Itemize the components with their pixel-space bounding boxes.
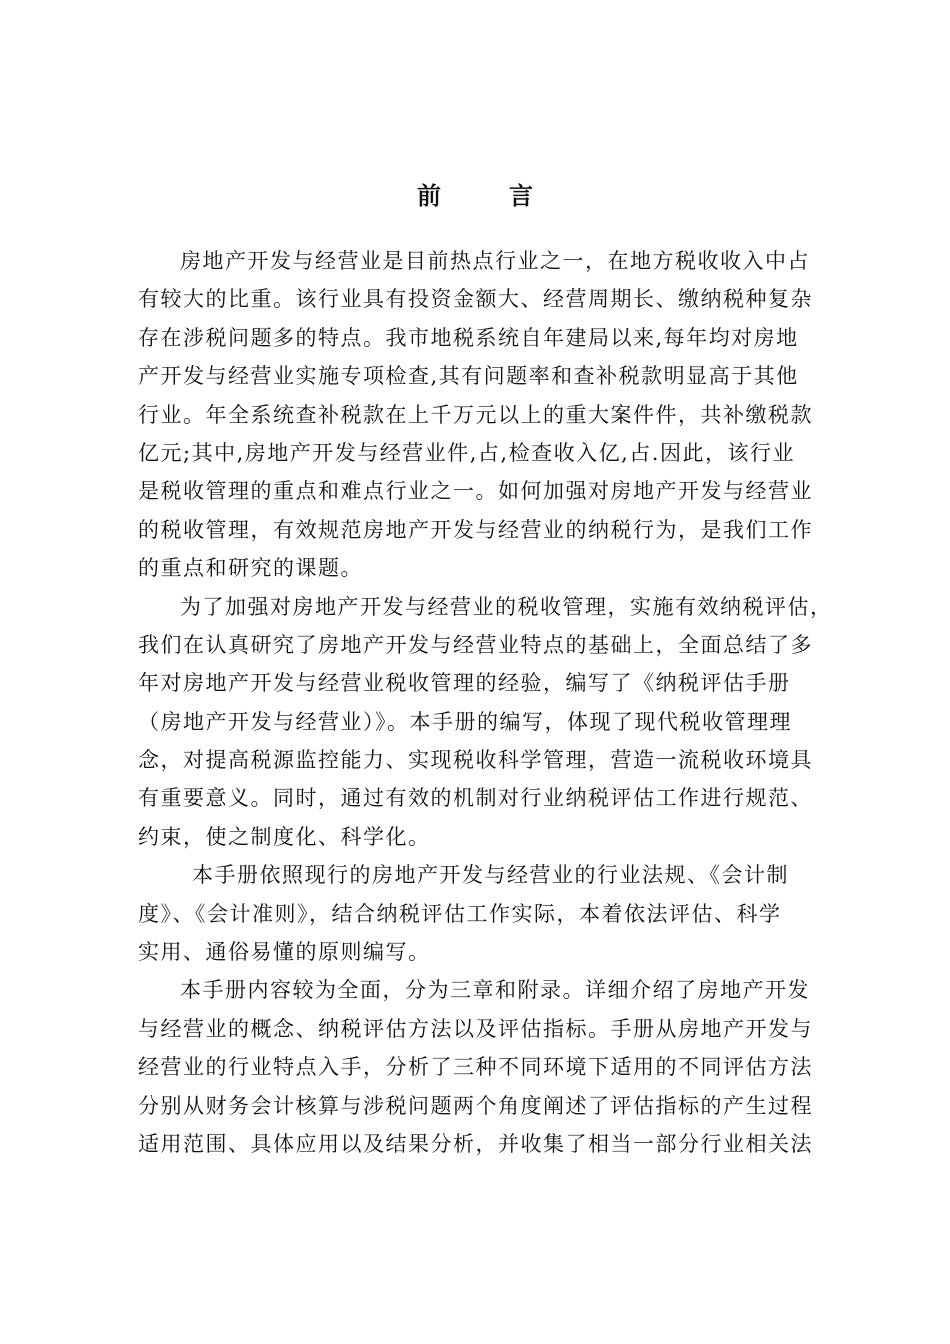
text-line: 年对房地产开发与经营业税收管理的经验，编写了《纳税评估手册	[138, 671, 791, 696]
text-line: 我们在认真研究了房地产开发与经营业特点的基础上，全面总结了多	[138, 632, 813, 657]
text-line: 与经营业的概念、纳税评估方法以及评估指标。手册从房地产开发与	[138, 1016, 813, 1041]
text-line: 产开发与经营业实施专项检查,其有问题率和查补税款明显高于其他	[138, 364, 799, 389]
title-char-2: 言	[509, 181, 533, 210]
text-line: 的税收管理，有效规范房地产开发与经营业的纳税行为，是我们工作	[138, 517, 813, 542]
text-line: 分别从财务会计核算与涉税问题两个角度阐述了评估指标的产生过程	[138, 1093, 813, 1118]
text-line: 为了加强对房地产开发与经营业的税收管理，实施有效纳税评估，	[180, 594, 833, 619]
text-line: 本手册内容较为全面，分为三章和附录。详细介绍了房地产开发	[180, 978, 810, 1003]
document-body	[138, 242, 833, 1163]
text-line: 亿元;其中,房地产开发与经营业件,占,检查收入亿,占.因此，该行业	[138, 440, 795, 465]
text-line: 适用范围、具体应用以及结果分析，并收集了相当一部分行业相关法	[138, 1131, 813, 1156]
text-line: 是税收管理的重点和难点行业之一。如何加强对房地产开发与经营业	[138, 479, 813, 504]
text-line: 本手册依照现行的房地产开发与经营业的行业法规、《会计制	[192, 863, 789, 888]
text-line: 房地产开发与经营业是目前热点行业之一，在地方税收收入中占	[180, 249, 810, 273]
text-line: 念，对提高税源监控能力、实现税收科学管理，营造一流税收环境具	[138, 748, 813, 773]
text-line: 实用、通俗易懂的原则编写。	[138, 940, 431, 965]
text-line: 度》、《会计准则》，结合纳税评估工作实际，本着依法评估、科学	[138, 901, 782, 926]
title-char-1: 前	[417, 181, 441, 210]
text-line: 行业。年全系统查补税款在上千万元以上的重大案件件，共补缴税款	[138, 402, 813, 427]
text-line: 有重要意义。同时，通过有效的机制对行业纳税评估工作进行规范、	[138, 786, 813, 811]
text-line: 约束，使之制度化、科学化。	[138, 824, 431, 849]
text-line: 经营业的行业特点入手，分析了三种不同环境下适用的不同评估方法	[138, 1055, 813, 1080]
text-line: 的重点和研究的课题。	[138, 556, 363, 581]
text-line: 存在涉税问题多的特点。我市地税系统自年建局以来,每年均对房地	[138, 325, 799, 350]
text-line: （房地产开发与经营业）》。本手册的编写，体现了现代税收管理理	[138, 709, 792, 734]
text-line: 有较大的比重。该行业具有投资金额大、经营周期长、缴纳税种复杂	[138, 287, 813, 312]
page-title	[0, 176, 950, 216]
